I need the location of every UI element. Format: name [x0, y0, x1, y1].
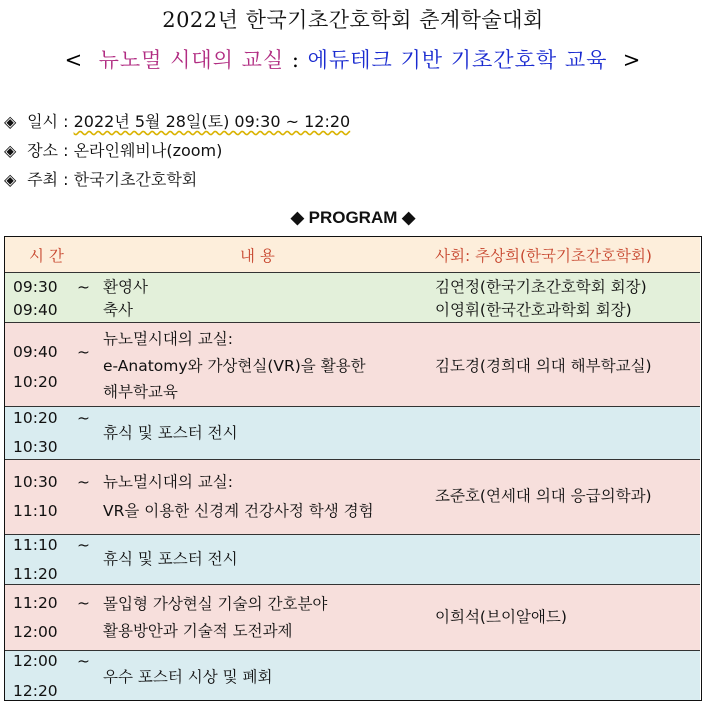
- row-tilde: ~: [77, 409, 90, 427]
- info-label: 일시: [27, 112, 59, 131]
- table-row: [5, 273, 700, 323]
- row-end-time: 11:10: [13, 502, 58, 520]
- header-moderator: 사회: 추상희(한국기초간호학회): [435, 247, 652, 265]
- row-end-time: 11:20: [13, 565, 58, 583]
- info-label: 주최: [27, 170, 59, 189]
- program-table: [4, 236, 702, 701]
- row-person: 김도경(경희대 의대 해부학교실): [435, 357, 652, 375]
- header-time: 시 간: [29, 247, 64, 265]
- row-tilde: ~: [77, 343, 90, 361]
- row-end-time: 10:30: [13, 438, 58, 456]
- row-content-line: 활용방안과 기술적 도전과제: [103, 622, 293, 640]
- row-content-line: VR을 이용한 신경계 건강사정 학생 경험: [103, 502, 374, 520]
- subtitle: [0, 44, 706, 74]
- row-content-line: 휴식 및 포스터 전시: [103, 424, 238, 442]
- row-content-line: e-Anatomy와 가상현실(VR)을 활용한: [103, 357, 366, 375]
- row-end-time: 09:40: [13, 301, 58, 319]
- row-tilde: ~: [77, 473, 90, 491]
- row-end-time: 12:00: [13, 623, 58, 641]
- row-person: 이희석(브이알애드): [435, 608, 567, 626]
- row-start-time: 10:30: [13, 473, 58, 491]
- row-tilde: ~: [77, 652, 90, 670]
- row-tilde: ~: [77, 536, 90, 554]
- row-content-line: 몰입형 가상현실 기술의 간호분야: [103, 595, 328, 613]
- subtitle-topic: 에듀테크 기반 기초간호학 교육: [307, 48, 608, 72]
- row-start-time: 11:10: [13, 536, 58, 554]
- info-separator: :: [63, 170, 69, 189]
- row-start-time: 09:40: [13, 343, 58, 361]
- info-value: 온라인웨비나(zoom): [73, 141, 223, 160]
- info-host: [4, 170, 197, 190]
- row-content-line: 우수 포스터 시상 및 폐회: [103, 668, 273, 686]
- row-tilde: ~: [77, 278, 90, 296]
- info-separator: :: [63, 141, 69, 160]
- info-separator: :: [63, 112, 69, 131]
- row-start-time: 12:00: [13, 652, 58, 670]
- info-value: 한국기초간호학회: [73, 170, 198, 189]
- table-header-row: [5, 237, 700, 273]
- row-content-line: 환영사: [103, 278, 148, 296]
- page-title: 2022년 한국기초간호학회 춘계학술대회: [162, 8, 544, 32]
- row-person: 김연정(한국기초간호학회 회장): [435, 278, 647, 296]
- table-row: [5, 323, 700, 407]
- row-start-time: 10:20: [13, 409, 58, 427]
- row-content-line: 뉴노멀시대의 교실:: [103, 473, 233, 491]
- bullet-diamond-icon: ◈: [4, 170, 17, 189]
- table-row: [5, 460, 700, 535]
- table-row: [5, 535, 700, 585]
- info-location: [4, 141, 222, 161]
- row-person: 이영휘(한국간호과학회 회장): [435, 301, 632, 319]
- subtitle-open-bracket: <: [64, 48, 84, 72]
- subtitle-close-bracket: >: [622, 48, 642, 72]
- table-row: [5, 651, 700, 700]
- subtitle-theme: 뉴노멀 시대의 교실: [98, 48, 285, 72]
- header-content: 내 용: [240, 247, 275, 265]
- table-row: [5, 407, 700, 460]
- program-heading: ◆ PROGRAM ◆: [290, 208, 416, 227]
- row-tilde: ~: [77, 594, 90, 612]
- table-row: [5, 585, 700, 651]
- info-date: [4, 112, 350, 132]
- row-content-line: 휴식 및 포스터 전시: [103, 550, 238, 568]
- row-end-time: 12:20: [13, 682, 58, 700]
- row-start-time: 09:30: [13, 278, 58, 296]
- subtitle-colon: :: [291, 48, 300, 72]
- row-person: 조준호(연세대 의대 응급의학과): [435, 487, 652, 505]
- bullet-diamond-icon: ◈: [4, 141, 17, 160]
- row-start-time: 11:20: [13, 594, 58, 612]
- row-end-time: 10:20: [13, 373, 58, 391]
- info-value: 2022년 5월 28일(토) 09:30 ~ 12:20: [73, 112, 351, 131]
- row-content-line: 축사: [103, 301, 133, 319]
- row-content-line: 뉴노멀시대의 교실:: [103, 330, 233, 348]
- info-label: 장소: [27, 141, 59, 160]
- bullet-diamond-icon: ◈: [4, 112, 17, 131]
- row-content-line: 해부학교육: [103, 383, 178, 401]
